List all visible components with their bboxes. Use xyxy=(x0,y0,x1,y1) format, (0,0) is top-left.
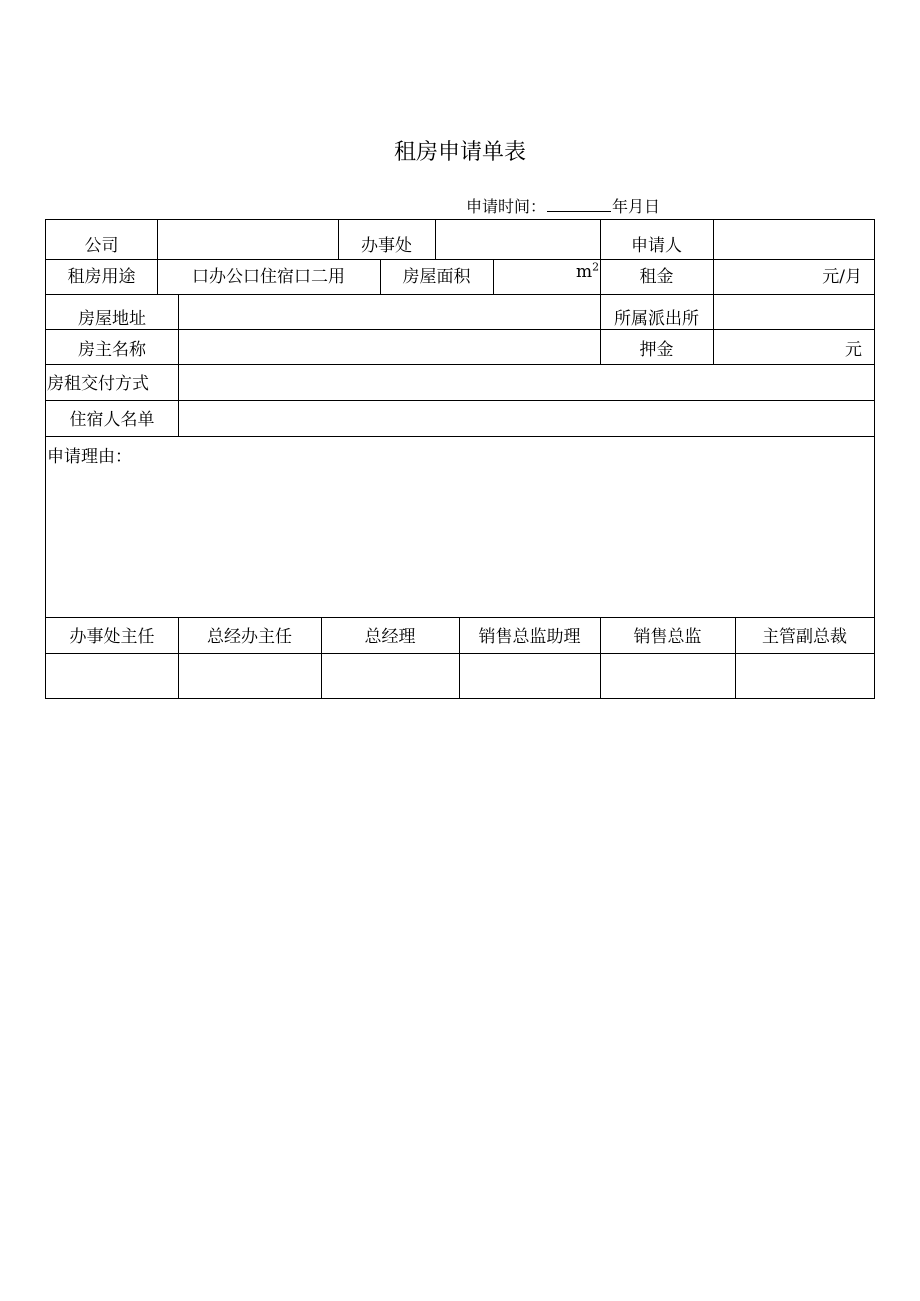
payment-method-label: 房租交付方式 xyxy=(47,374,149,394)
date-suffix: 年月日 xyxy=(612,197,661,216)
payment-method-field[interactable] xyxy=(179,365,874,399)
sig-sales-director: 销售总监 xyxy=(633,627,702,647)
sig-box-vice-president[interactable] xyxy=(736,654,873,697)
area-label: 房屋面积 xyxy=(402,267,471,287)
sig-box-sales-director-assistant[interactable] xyxy=(460,654,599,697)
reason-label: 申请理由： xyxy=(47,447,132,467)
page-title: 租房申请单表 xyxy=(393,140,526,165)
police-station-label: 所属派出所 xyxy=(614,309,699,329)
company-label: 公司 xyxy=(84,236,119,256)
address-field[interactable] xyxy=(179,295,599,328)
applicant-label: 申请人 xyxy=(631,236,682,256)
reason-field[interactable] xyxy=(47,470,873,616)
sig-box-gm-office-director[interactable] xyxy=(179,654,320,697)
deposit-unit: 元 xyxy=(845,340,862,360)
sig-sales-director-assistant: 销售总监助理 xyxy=(478,627,581,647)
applicant-field[interactable] xyxy=(714,221,874,258)
sig-vice-president: 主管副总裁 xyxy=(762,627,847,647)
sig-box-sales-director[interactable] xyxy=(601,654,734,697)
sig-box-general-manager[interactable] xyxy=(322,654,458,697)
residents-field[interactable] xyxy=(179,401,874,435)
office-label: 办事处 xyxy=(361,236,412,256)
date-label: 申请时间： xyxy=(466,197,547,216)
rent-unit: 元/月 xyxy=(822,267,862,287)
police-station-field[interactable] xyxy=(714,295,874,328)
landlord-field[interactable] xyxy=(179,330,599,363)
application-form-table xyxy=(45,219,875,699)
company-field[interactable] xyxy=(158,221,338,258)
sig-office-director: 办事处主任 xyxy=(69,627,155,647)
sig-box-office-director[interactable] xyxy=(47,654,177,697)
landlord-label: 房主名称 xyxy=(78,340,146,360)
purpose-options[interactable]: 口办公口住宿口二用 xyxy=(192,267,345,287)
rent-label: 租金 xyxy=(639,267,674,287)
sig-gm-office-director: 总经办主任 xyxy=(207,627,292,647)
application-date xyxy=(466,196,660,218)
residents-label: 住宿人名单 xyxy=(69,410,155,430)
date-blank-field[interactable] xyxy=(547,197,611,212)
area-unit: $m^2$ xyxy=(576,260,600,282)
deposit-label: 押金 xyxy=(639,340,674,360)
address-label: 房屋地址 xyxy=(78,309,146,329)
purpose-label: 租房用途 xyxy=(67,267,136,287)
sig-general-manager: 总经理 xyxy=(364,627,416,647)
office-field[interactable] xyxy=(436,221,600,258)
